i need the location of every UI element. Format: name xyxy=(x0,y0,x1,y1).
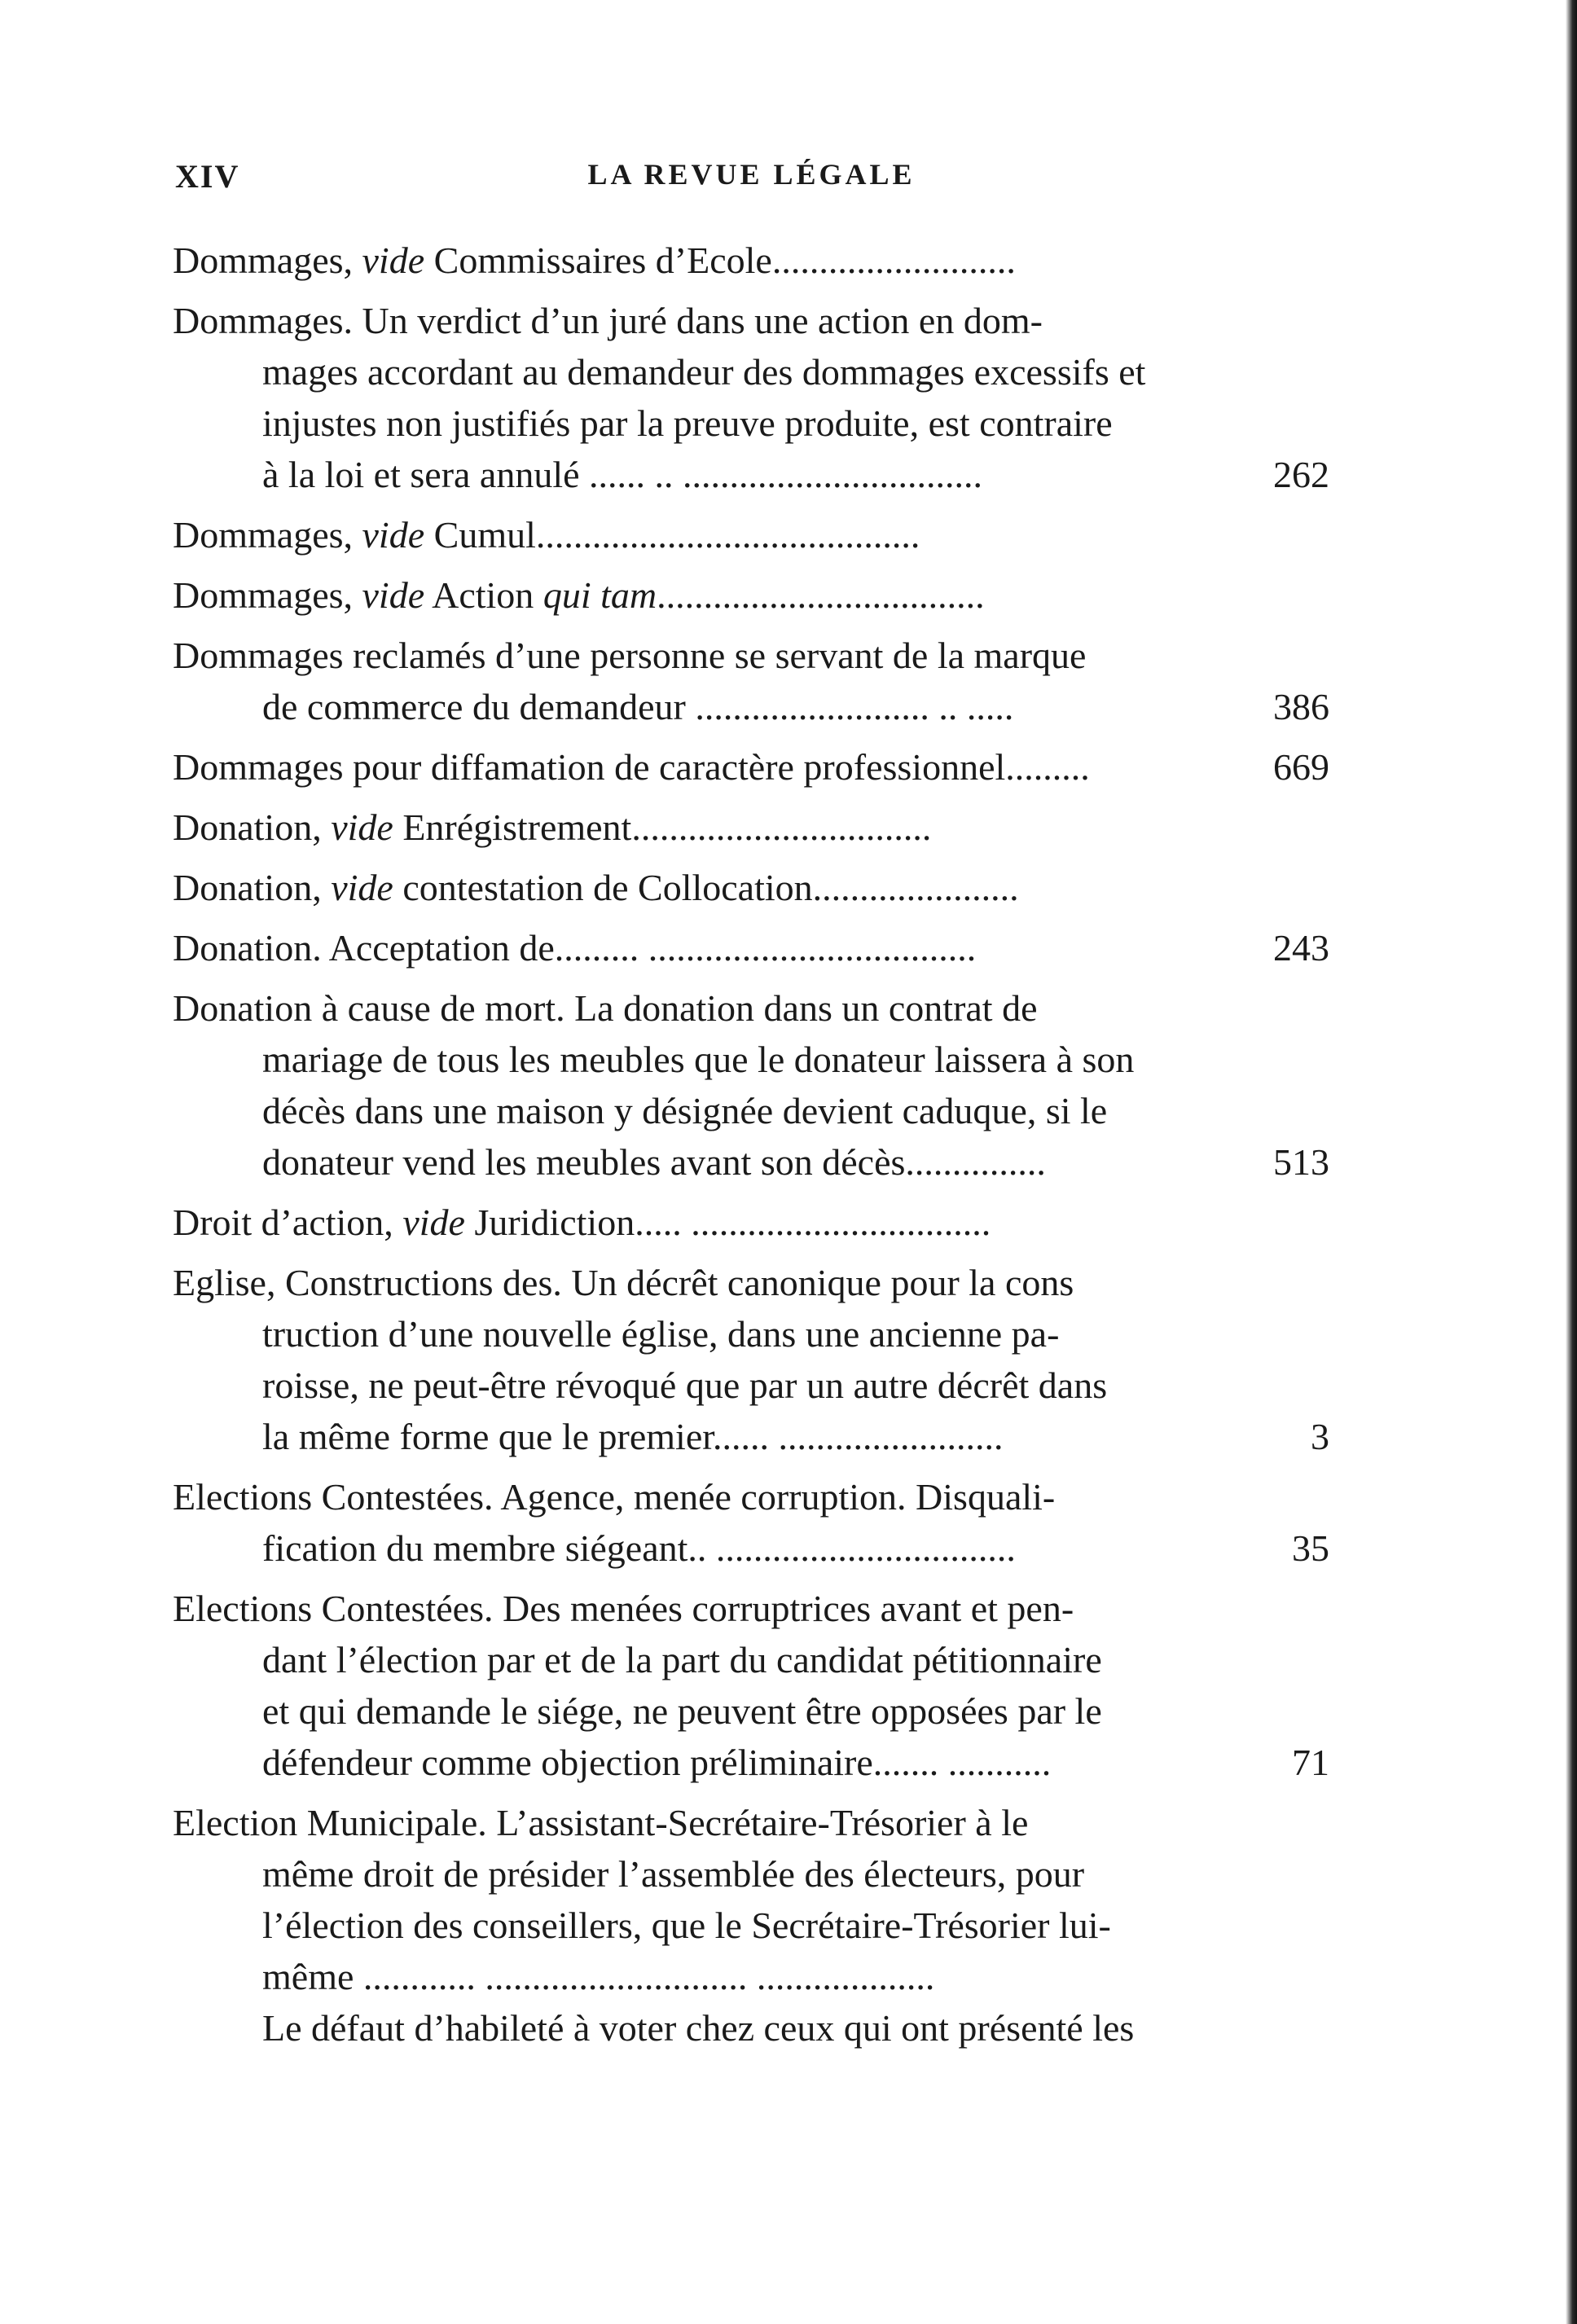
page-reference: 669 xyxy=(1273,746,1329,788)
entry-continuation-line: la même forme que le premier...... ........................ xyxy=(262,1416,1004,1457)
entry-heading-line: Dommages. Un verdict d’un juré dans une action en dom- xyxy=(173,300,1043,341)
page-reference: 386 xyxy=(1273,686,1329,727)
entry-continuation-line: Le défaut d’habileté à voter chez ceux qui ont présenté les xyxy=(262,2007,1135,2049)
entry-heading-line: Elections Contestées. Des menées corruptrices avant et pen- xyxy=(173,1588,1074,1629)
index-entry xyxy=(173,741,1329,793)
index-entry xyxy=(173,295,1329,500)
page-reference: 513 xyxy=(1273,1141,1329,1183)
entry-continuation-line: même ............ ............................ ................... xyxy=(262,1956,935,1997)
index-entry xyxy=(173,982,1329,1188)
page-binding-edge xyxy=(1566,0,1577,2324)
index-entry xyxy=(173,1197,1329,1248)
entry-heading-line: Donation à cause de mort. La donation dans un contrat de xyxy=(173,987,1038,1029)
index-entry xyxy=(173,235,1329,286)
index-entry xyxy=(173,862,1329,913)
page-reference: 3 xyxy=(1311,1416,1329,1457)
entry-continuation-line: de commerce du demandeur ......................... .. ..... xyxy=(262,686,1014,727)
entry-continuation-line: fication du membre siégeant.. ................................ xyxy=(262,1527,1016,1569)
entry-heading-line: Donation. Acceptation de......... ................................... xyxy=(173,927,977,969)
index-entry xyxy=(173,1797,1329,2054)
index-entry xyxy=(173,569,1329,621)
entry-heading-line: Dommages, vide Commissaires d’Ecole.......................... xyxy=(173,239,1016,281)
page-reference: 35 xyxy=(1292,1527,1329,1569)
index-entry xyxy=(173,630,1329,732)
entry-heading-line: Dommages, vide Action qui tam................................... xyxy=(173,574,985,616)
entry-heading-line: Eglise, Constructions des. Un décrêt canonique pour la cons xyxy=(173,1262,1074,1303)
index-entry xyxy=(173,1471,1329,1574)
entry-continuation-line: décès dans une maison y désignée devient caduque, si le xyxy=(262,1090,1108,1131)
index-entry xyxy=(173,922,1329,973)
index-entry xyxy=(173,509,1329,560)
entry-heading-line: Donation, vide contestation de Collocation...................... xyxy=(173,867,1019,908)
entry-heading-line: Dommages pour diffamation de caractère professionnel......... xyxy=(173,746,1090,788)
entry-continuation-line: même droit de présider l’assemblée des électeurs, pour xyxy=(262,1853,1085,1895)
running-head: LA REVUE LÉGALE xyxy=(587,158,916,191)
entry-continuation-line: donateur vend les meubles avant son décès............... xyxy=(262,1141,1046,1183)
index-entry xyxy=(173,802,1329,853)
entry-continuation-line: mages accordant au demandeur des dommages excessifs et xyxy=(262,351,1146,393)
index-entries xyxy=(173,235,1329,2063)
entry-continuation-line: roisse, ne peut-être révoqué que par un autre décrêt dans xyxy=(262,1364,1108,1406)
entry-heading-line: Dommages reclamés d’une personne se servant de la marque xyxy=(173,635,1087,676)
index-entry xyxy=(173,1583,1329,1788)
entry-continuation-line: à la loi et sera annulé ...... .. ................................ xyxy=(262,454,983,495)
entry-continuation-line: l’élection des conseillers, que le Secrétaire-Trésorier lui- xyxy=(262,1904,1111,1946)
index-entry xyxy=(173,1257,1329,1462)
entry-continuation-line: défendeur comme objection préliminaire....... ........... xyxy=(262,1742,1052,1783)
entry-continuation-line: injustes non justifiés par la preuve produite, est contraire xyxy=(262,402,1113,444)
entry-heading-line: Elections Contestées. Agence, menée corruption. Disquali- xyxy=(173,1476,1056,1518)
entry-continuation-line: et qui demande le siége, ne peuvent être opposées par le xyxy=(262,1690,1102,1732)
entry-continuation-line: mariage de tous les meubles que le donateur laissera à son xyxy=(262,1039,1135,1080)
page-reference: 71 xyxy=(1292,1742,1329,1783)
entry-heading-line: Dommages, vide Cumul......................................... xyxy=(173,514,920,556)
entry-heading-line: Droit d’action, vide Juridiction..... ................................ xyxy=(173,1202,991,1243)
page-reference: 243 xyxy=(1273,927,1329,969)
page-header xyxy=(175,149,1328,206)
entry-heading-line: Donation, vide Enrégistrement................................ xyxy=(173,806,932,848)
entry-continuation-line: dant l’élection par et de la part du candidat pétitionnaire xyxy=(262,1639,1102,1680)
page-number: XIV xyxy=(175,158,240,195)
entry-continuation-line: truction d’une nouvelle église, dans une ancienne pa- xyxy=(262,1313,1060,1355)
entry-heading-line: Election Municipale. L’assistant-Secrétaire-Trésorier à le xyxy=(173,1802,1029,1843)
page-reference: 262 xyxy=(1273,454,1329,495)
